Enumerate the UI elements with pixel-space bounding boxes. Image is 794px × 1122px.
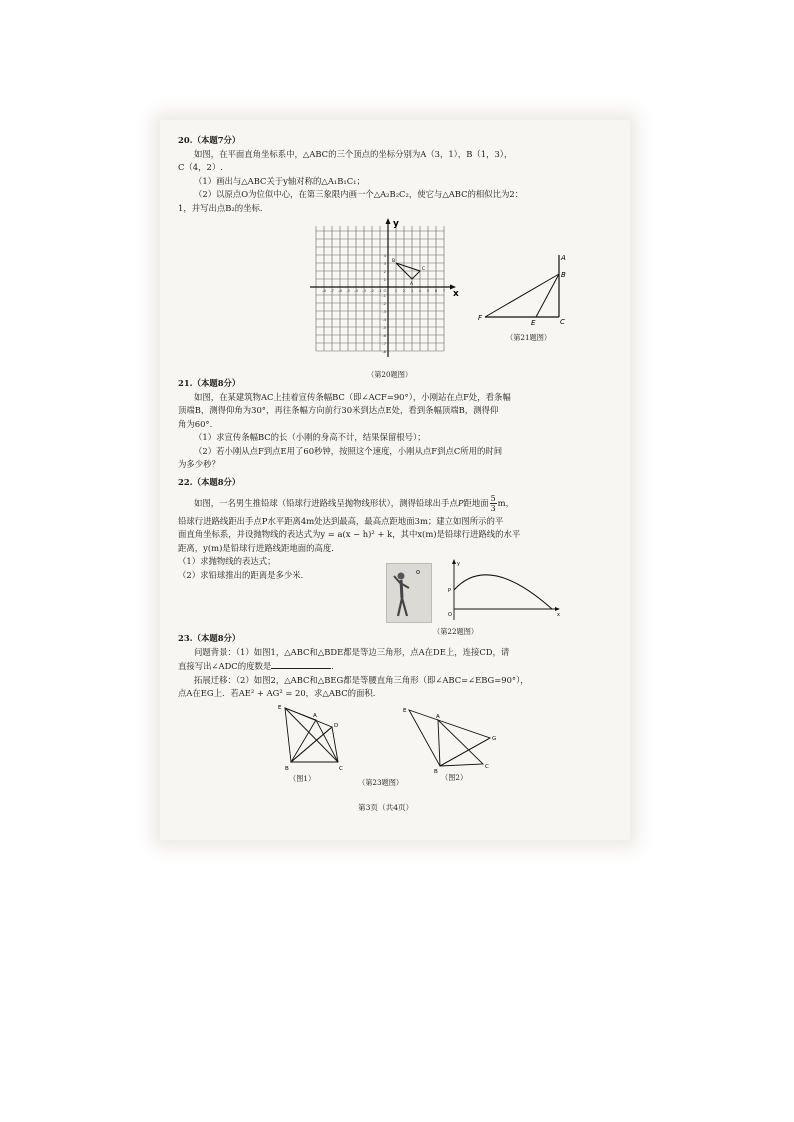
q23-background-line1: 问题背景：（1）如图1，△ABC和△BDE都是等边三角形，点A在DE上，连接CD，请	[194, 646, 510, 657]
q20-caption: （第20题图）	[367, 370, 413, 379]
triangle-abc-2	[438, 720, 483, 766]
segment-ea	[285, 708, 316, 720]
q23-heading: 23.（本题8分）	[178, 633, 241, 643]
y-tick: -3	[382, 309, 386, 314]
q22-line1	[178, 494, 608, 513]
q21-part2b: 为多少秒？	[178, 459, 220, 469]
page-footer: 第3页（共4页）	[358, 803, 414, 812]
y-tick: 1	[383, 277, 386, 282]
x-tick: -3	[362, 288, 366, 293]
question-21	[178, 377, 608, 472]
q23-background-line2	[178, 659, 608, 674]
y-tick: -1	[382, 293, 386, 298]
q21-caption: （第21题图）	[506, 333, 552, 342]
graph-p-label: P	[448, 588, 452, 594]
triangle-beg	[409, 710, 490, 766]
fig1-label-c: C	[339, 766, 343, 772]
x-axis-label: x	[453, 289, 459, 299]
x-tick: -4	[354, 288, 358, 293]
fig1-label-b: B	[285, 766, 289, 772]
q22-line4: 距离，y(m)是铅球行进路线距地面的高度.	[178, 542, 334, 553]
x-tick: -8	[322, 288, 326, 293]
x-tick: -6	[338, 288, 342, 293]
y-tick: 3	[383, 261, 386, 266]
q21-line1: 如图，在某建筑物AC上挂着宣传条幅BC（即∠ACF=90°），小刚站在点F处，看条幅	[194, 391, 511, 402]
x-tick: 7	[442, 288, 446, 293]
graph-x-arrow	[555, 607, 560, 611]
q20-part2a: （2）以原点O为位似中心，在第三象限内画一个△A₂B₂C₂，使它与△ABC的相似比为2：	[194, 189, 524, 199]
answer-blank	[271, 659, 331, 669]
x-tick: -5	[346, 288, 350, 293]
segment-ed-diag	[285, 708, 338, 762]
fig1-label-e: E	[278, 705, 282, 711]
q20-grid-figure	[306, 216, 466, 364]
graph-x-label: x	[557, 612, 560, 618]
label-c: C	[560, 318, 565, 326]
q23-bg-end: .	[331, 661, 334, 671]
label-a: A	[561, 254, 566, 262]
graph-y-label: y	[457, 561, 460, 567]
q23-fig2-caption: （图2）	[441, 773, 468, 782]
q22-heading: 22.（本题8分）	[178, 477, 241, 487]
shot-put-photo	[386, 563, 432, 623]
q22-line1-post: 距地面	[463, 497, 489, 508]
graph-y-arrow	[452, 559, 456, 564]
q22-line3: 面直角坐标系，并设抛物线的表达式为y = a(x − h)² + k，其中x(m)是铅球行进路线的水平	[178, 529, 521, 539]
label-b: B	[561, 271, 566, 279]
triangle-bde	[285, 708, 332, 762]
label-e: E	[531, 319, 536, 327]
x-tick: 5	[426, 288, 430, 293]
q21-heading: 21.（本题8分）	[178, 378, 241, 388]
q21-line2: 顶端B，测得仰角为30°，再往条幅方向前行30米到达点E处，看到条幅顶端B，测得仰	[178, 405, 499, 415]
y-tick: -6	[382, 333, 386, 338]
fig1-label-a: A	[313, 713, 317, 719]
q20-line1: 如图，在平面直角坐标系中，△ABC的三个顶点的坐标分别为A（3，1），B（1，3），	[194, 148, 513, 159]
x-tick: -1	[378, 288, 382, 293]
q20-part1: （1）画出与△ABC关于y轴对称的△A₁B₁C₁；	[194, 175, 365, 186]
fig2-label-b: B	[434, 769, 438, 774]
q22-caption: （第22题图）	[433, 627, 479, 636]
y-tick: 4	[383, 253, 386, 258]
segment-bd	[291, 727, 332, 762]
y-axis-label: y	[393, 219, 399, 229]
athlete-figure	[387, 564, 431, 622]
q23-caption: （第23题图）	[358, 778, 404, 787]
x-tick: 6	[434, 288, 438, 293]
q23-figure-2	[402, 704, 506, 774]
x-tick: -7	[330, 288, 334, 293]
y-tick-labels	[382, 253, 386, 354]
q20-line2: C（4，2）.	[178, 162, 223, 172]
y-tick: 2	[383, 269, 386, 274]
q21-line3: 角为60°.	[178, 418, 213, 429]
q23-fig1-caption: （图1）	[289, 774, 316, 783]
point-c-label: C	[422, 267, 426, 272]
y-tick: -2	[382, 301, 386, 306]
q22-part2: （2）求铅球推出的距离是多少米.	[178, 569, 304, 580]
q23-bg-text: 直接写出∠ADC的度数是	[178, 661, 272, 671]
q22-line1-pre: 如图，一名男生推铅球（铅球行进路线呈抛物线形状），测得铅球出手点	[194, 497, 458, 508]
x-tick: 4	[418, 288, 422, 293]
q22-line1-unit: m，	[497, 497, 514, 508]
label-f: F	[478, 314, 483, 322]
segment-bg	[440, 738, 490, 766]
fig2-label-g: G	[492, 736, 497, 742]
q22-fraction	[490, 494, 497, 513]
graph-o-label: O	[448, 612, 452, 618]
point-b-label: B	[392, 259, 396, 264]
y-tick: -4	[382, 317, 386, 322]
x-tick: 1	[394, 288, 398, 293]
fraction-denominator: 3	[490, 503, 496, 513]
x-tick: 2	[402, 288, 406, 293]
fig2-label-e: E	[403, 708, 407, 714]
point-a-label: A	[410, 282, 414, 287]
y-tick: -7	[382, 341, 386, 346]
q22-part1: （1）求抛物线的表达式；	[178, 556, 276, 566]
origin-label: O	[383, 288, 387, 293]
q22-parabola-graph	[447, 558, 563, 624]
q21-figure	[475, 250, 575, 330]
y-tick: -5	[382, 325, 386, 330]
q23-figure-1	[276, 700, 356, 772]
fig1-label-d: D	[334, 723, 339, 729]
y-tick: -8	[382, 349, 386, 354]
q23-extension-line2: 点A在EG上．若AE² + AG² = 20，求△ABC的面积.	[178, 688, 376, 698]
q20-part2b: 1，并写出点B₂的坐标.	[178, 202, 263, 213]
x-tick: 3	[410, 288, 414, 293]
question-20	[178, 134, 608, 215]
question-23	[178, 632, 608, 701]
q22-line2: 铅球行进路线距出手点P水平距离4m处达到最高，最高点距地面3m；建立如图所示的平	[178, 515, 504, 526]
x-tick: -2	[370, 288, 374, 293]
fraction-numerator: 5	[490, 493, 496, 503]
fig2-label-a: A	[436, 714, 440, 720]
q21-part1: （1）求宣传条幅BC的长（小刚的身高不计，结果保留根号）；	[194, 432, 426, 442]
parabola-curve	[454, 575, 552, 609]
q22-point-p: P	[457, 497, 464, 508]
fig2-label-c: C	[485, 764, 489, 770]
q23-extension-line1: 拓展迁移：（2）如图2，△ABC和△BEG都是等腰直角三角形（即∠ABC=∠EBG=90°），	[194, 674, 529, 685]
q20-heading: 20.（本题7分）	[178, 135, 241, 145]
q21-part2a: （2）若小刚从点F到点E用了60秒钟，按照这个速度，小刚从点F到点C所用的时间	[194, 445, 503, 456]
y-axis-arrow	[386, 218, 391, 224]
